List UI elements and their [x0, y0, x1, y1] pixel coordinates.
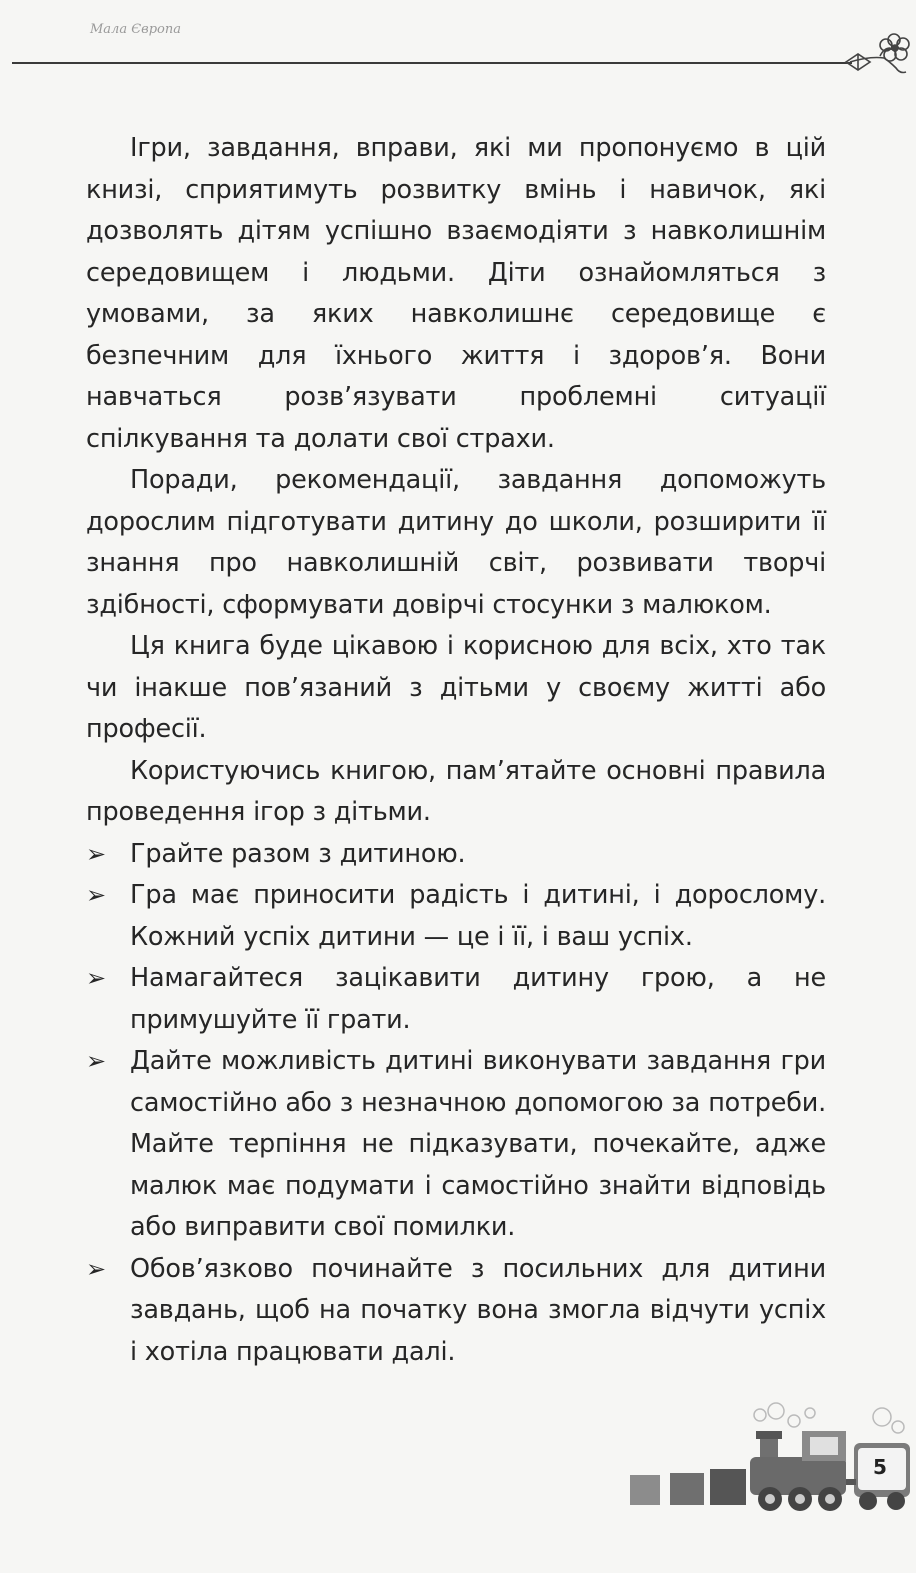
page-number: 5 [873, 1455, 887, 1479]
list-item [86, 875, 826, 958]
list-item-text: Обов’язково починайте з посильних для дитини завдань, щоб на початку вона змогла відчути успіх і хотіла працювати далі. [130, 1253, 826, 1367]
arrow-bullet-icon: ➢ [86, 1047, 106, 1075]
paragraph: Поради, рекомендації, завдання допоможуть дорослим підготувати дитину до школи, розширити її знання про навколишній світ, розвивати творчі здібності, сформувати довірчі стосунки з малюком. [86, 465, 826, 620]
list-item [86, 958, 826, 1041]
page-header [0, 0, 916, 70]
arrow-bullet-icon: ➢ [86, 839, 106, 868]
list-item [86, 834, 826, 876]
arrow-bullet-icon: ➢ [86, 964, 106, 992]
list-item [86, 1249, 826, 1374]
paragraph: Користуючись книгою, пам’ятайте основні правила проведення ігор з дітьми. [86, 755, 826, 827]
header-rule [12, 62, 852, 64]
running-title: Мала Європа [90, 22, 182, 37]
list-item [86, 1041, 826, 1249]
flower-ornament-icon [840, 22, 916, 82]
rules-list [86, 834, 826, 1374]
list-item-text: Дайте можливість дитині виконувати завдання гри самостійно або з незначною допомогою за потреби. Майте терпіння не підказувати, почекайте, адже малюк має подумати і самостійно знайти відповідь або виправити свої помилки. [130, 1046, 826, 1242]
page-body [86, 128, 826, 1373]
list-item-text: Грайте разом з дитиною. [130, 838, 466, 869]
arrow-bullet-icon: ➢ [86, 881, 106, 909]
arrow-bullet-icon: ➢ [86, 1254, 106, 1283]
list-item-text: Гра має приносити радість і дитині, і дорослому. Кожний успіх дитини — це і її, і ваш успіх. [130, 880, 826, 952]
list-item-text: Намагайтеся зацікавити дитину грою, а не примушуйте її грати. [130, 963, 826, 1035]
paragraph: Ігри, завдання, вправи, які ми пропонуємо в цій книзі, сприятимуть розвитку вмінь і навичок, які дозволять дітям успішно взаємодіяти з навколишнім середовищем і людьми. Діти ознайомляться з умовами, за яких навколишнє середовище є безпечним для їхнього життя і здоров’я. Вони навчаться розв’язувати проблемні ситуації спілкування та долати свої страхи. [86, 133, 826, 454]
paragraph: Ця книга буде цікавою і корисною для всіх, хто так чи інакше пов’язаний з дітьми у своєму житті або професії. [86, 631, 826, 744]
